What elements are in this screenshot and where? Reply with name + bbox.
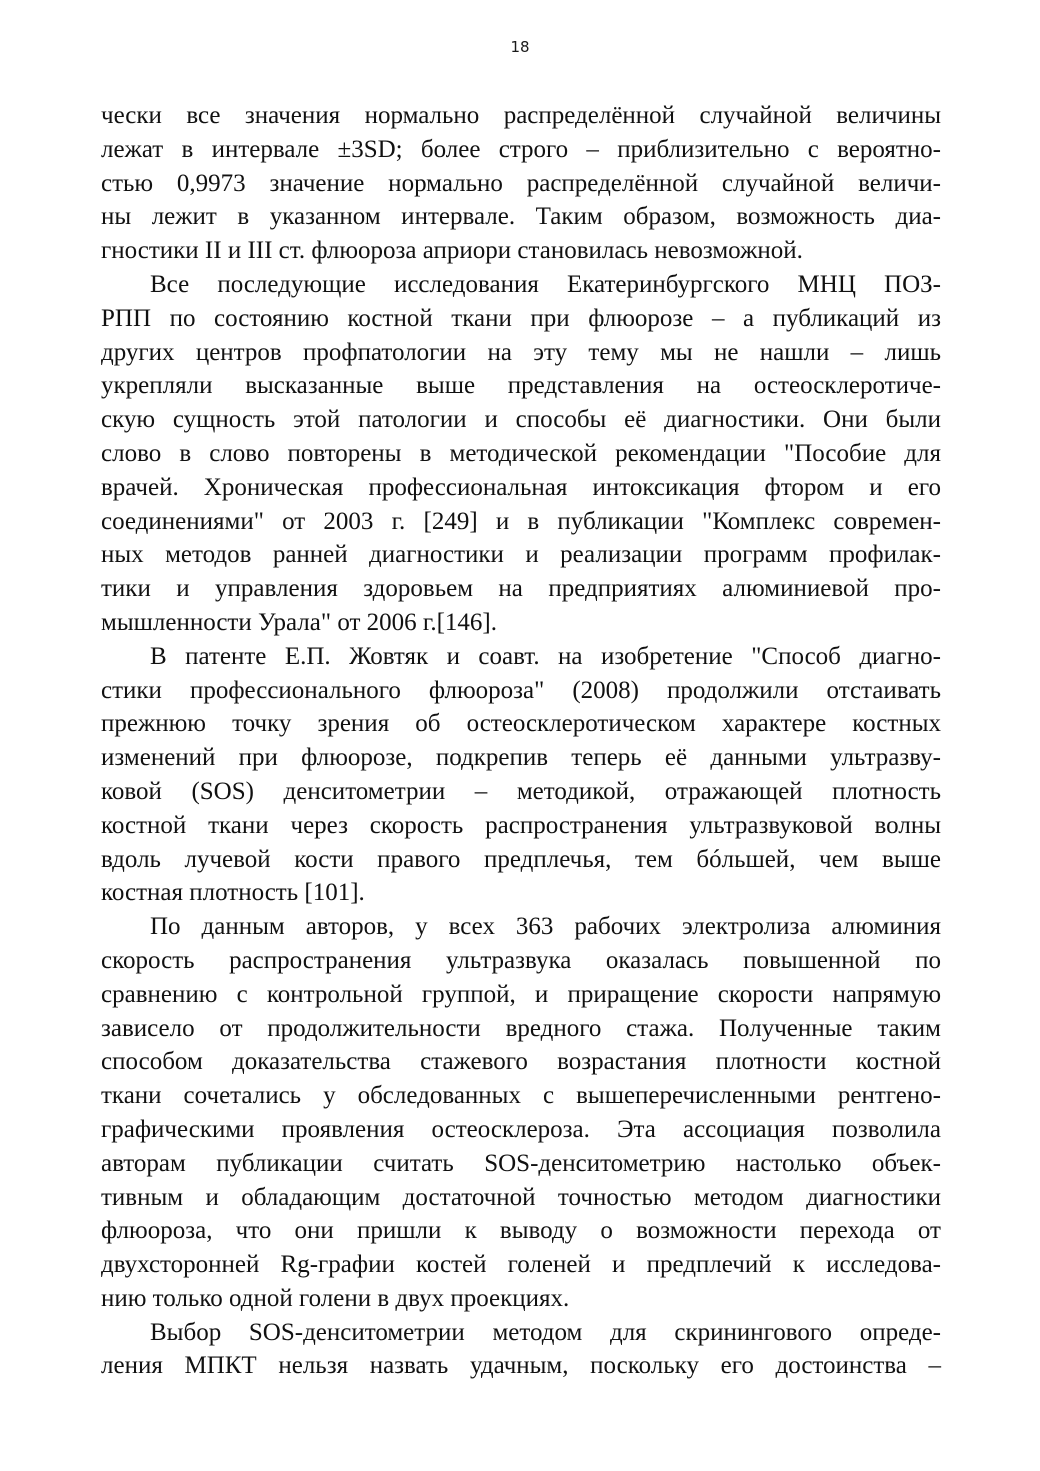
text-line: прежнюю точку зрения об остеосклеротическом характере костных — [101, 710, 941, 738]
paragraph — [101, 99, 941, 268]
text-line: Выбор SOS-денситометрии методом для скринингового опреде- — [150, 1318, 941, 1346]
text-line: В патенте Е.П. Жовтяк и соавт. на изобретение "Способ диагно- — [150, 642, 941, 670]
text-line: тики и управления здоровьем на предприятиях алюминиевой про- — [101, 575, 941, 603]
body-text — [101, 99, 941, 1383]
text-line: авторам публикации считать SOS-денситометрию настолько объек- — [101, 1149, 941, 1177]
text-line: костная плотность [101]. — [101, 879, 365, 907]
text-line: графическими проявления остеосклероза. Эта ассоциация позволила — [101, 1115, 941, 1143]
text-line: костной ткани через скорость распространения ультразвуковой волны — [101, 811, 941, 839]
text-line: скорость распространения ультразвука оказалась повышенной по — [101, 946, 941, 974]
text-line: двухсторонней Rg-графии костей голеней и предплечий к исследова- — [101, 1251, 941, 1279]
page-number: 18 — [510, 38, 530, 56]
text-line: стью 0,9973 значение нормально распределённой случайной величи- — [101, 169, 941, 197]
text-line: способом доказательства стажевого возрастания плотности костной — [101, 1048, 941, 1076]
text-line: нию только одной голени в двух проекциях. — [101, 1284, 570, 1312]
paragraph — [101, 1316, 941, 1384]
paragraph — [101, 910, 941, 1316]
text-line: ткани сочетались у обследованных с вышеперечисленными рентгено- — [101, 1082, 941, 1110]
text-line: чески все значения нормально распределённой случайной величины — [101, 102, 941, 129]
text-line: слово в слово повторены в методической рекомендации "Пособие для — [101, 439, 941, 467]
text-line: тивным и обладающим достаточной точностью методом диагностики — [101, 1183, 941, 1211]
text-line: изменений при флюорозе, подкрепив теперь её данными ультразву- — [101, 744, 941, 772]
text-line: ковой (SOS) денситометрии – методикой, отражающей плотность — [101, 777, 941, 805]
text-line: По данным авторов, у всех 363 рабочих электролиза алюминия — [150, 913, 941, 941]
text-line: врачей. Хроническая профессиональная интоксикация фтором и его — [101, 473, 941, 501]
paragraph — [101, 268, 941, 640]
text-line: флюороза, что они пришли к выводу о возможности перехода от — [101, 1217, 941, 1245]
text-line: соединениями" от 2003 г. [249] и в публикации "Комплекс современ- — [101, 507, 941, 535]
text-line: мышленности Урала" от 2006 г.[146]. — [101, 608, 497, 636]
text-line: стики профессионального флюороза" (2008) продолжили отстаивать — [101, 676, 941, 704]
text-line: гностики II и III ст. флюороза априори становилась невозможной. — [101, 237, 803, 265]
text-line: ны лежит в указанном интервале. Таким образом, возможность диа- — [101, 203, 941, 231]
text-line: ления МПКТ нельзя назвать удачным, поскольку его достоинства – — [101, 1352, 941, 1380]
text-line: сравнению с контрольной группой, и приращение скорости напрямую — [101, 980, 941, 1008]
paragraph — [101, 640, 941, 910]
text-line: укрепляли высказанные выше представления на остеосклеротиче- — [101, 372, 941, 400]
text-line: скую сущность этой патологии и способы её диагностики. Они были — [101, 406, 941, 434]
text-line: ных методов ранней диагностики и реализации программ профилак- — [101, 541, 941, 569]
text-line: других центров профпатологии на эту тему мы не нашли – лишь — [101, 338, 941, 366]
text-line: зависело от продолжительности вредного стажа. Полученные таким — [101, 1014, 941, 1042]
text-line: вдоль лучевой кости правого предплечья, тем бóльшей, чем выше — [101, 845, 941, 873]
text-line: РПП по состоянию костной ткани при флюорозе – а публикаций из — [101, 304, 941, 332]
text-line: лежат в интервале ±3SD; более строго – приблизительно с вероятно- — [101, 135, 941, 163]
text-line: Все последующие исследования Екатеринбургского МНЦ ПОЗ- — [150, 270, 941, 298]
